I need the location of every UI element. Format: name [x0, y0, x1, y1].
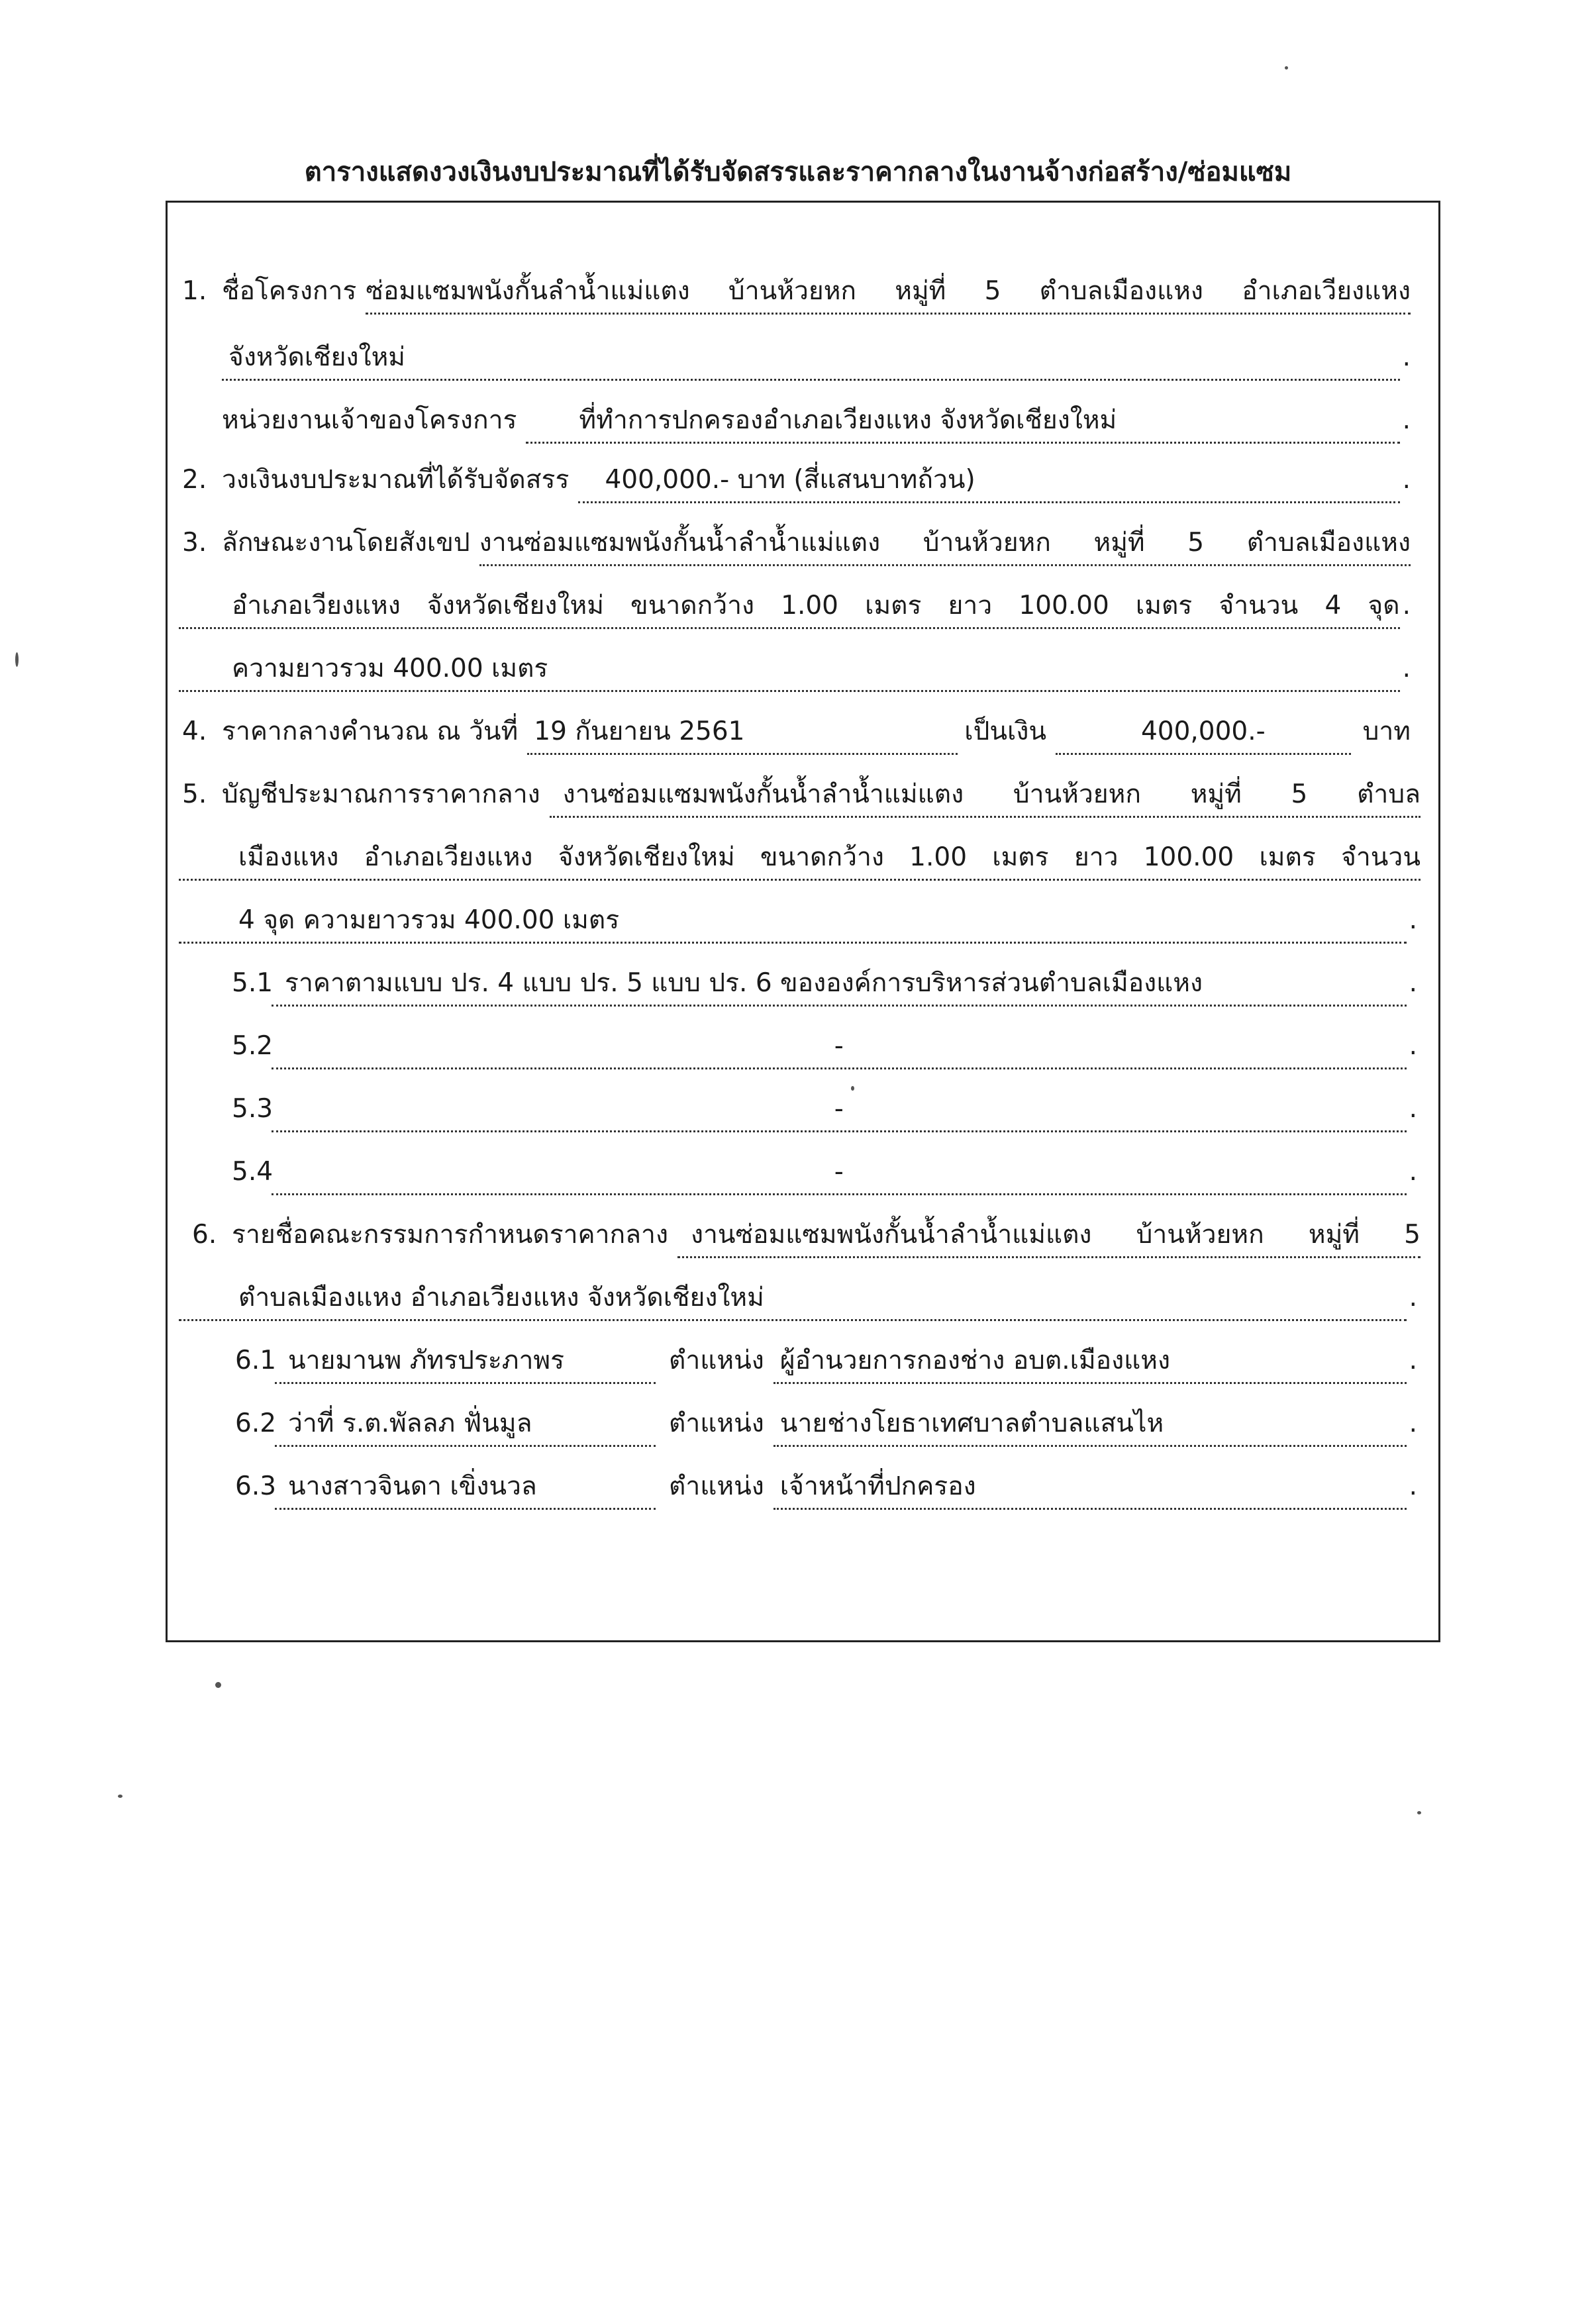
budget-value: 400,000.- บาท (สี่แสนบาทถ้วน) [578, 460, 1399, 503]
item-2-number: 2. [182, 465, 207, 495]
item-1-owner-row [222, 401, 1411, 444]
item-1-label: ชื่อโครงการ [222, 276, 357, 306]
item-5-number: 5. [182, 779, 207, 809]
item-4-row [182, 712, 1411, 755]
item-1-number: 1. [182, 276, 207, 306]
line-end-dot: . [1402, 342, 1411, 372]
sub-5-1-number: 5.1 [232, 968, 274, 998]
project-name-line2: จังหวัดเชียงใหม่ [222, 338, 1400, 381]
sub-5-1-row [232, 964, 1417, 1007]
member-6-3-number: 6.3 [235, 1471, 277, 1501]
work-desc-line3: ความยาวรวม 400.00 เมตร [179, 649, 1400, 692]
calc-date: 19 กันยายน 2561 [527, 712, 958, 755]
work-desc-line1: งานซ่อมแซมพนังกั้นน้ำลำน้ำแม่แตง บ้านห้วยหก หมู่ที่ 5 ตำบลเมืองแหง [479, 523, 1411, 566]
member-6-1-row [235, 1341, 1417, 1384]
sub-5-2-text: - [272, 1026, 1407, 1069]
sub-5-4-number: 5.4 [232, 1157, 274, 1187]
line-end-dot: . [1409, 1031, 1417, 1061]
scan-speck [118, 1795, 123, 1798]
sub-5-1-text: ราคาตามแบบ ปร. 4 แบบ ปร. 5 แบบ ปร. 6 ขององค์การบริหารส่วนตำบลเมืองแหง [272, 964, 1407, 1007]
member-6-3-position-label: ตำแหน่ง [669, 1471, 764, 1501]
scan-speck [15, 652, 19, 667]
item-5-row1 [182, 775, 1421, 818]
item-6-row2 [179, 1278, 1417, 1321]
line-end-dot: . [1409, 1283, 1417, 1312]
item-3-row2 [179, 586, 1411, 629]
committee-work-line1: งานซ่อมแซมพนังกั้นน้ำลำน้ำแม่แตง บ้านห้วยหก หมู่ที่ 5 [677, 1215, 1421, 1258]
sub-5-4-text: - [272, 1152, 1407, 1195]
sub-5-4-row [232, 1152, 1417, 1195]
line-end-dot: . [1409, 968, 1417, 998]
item-2-row [182, 460, 1411, 503]
work-desc-line2: อำเภอเวียงแหง จังหวัดเชียงใหม่ ขนาดกว้าง 1.00 เมตร ยาว 100.00 เมตร จำนวน 4 จุด [179, 586, 1400, 629]
item-3-row1 [182, 523, 1411, 566]
line-end-dot: . [1402, 654, 1411, 683]
item-4-label: ราคากลางคำนวณ ณ วันที่ [222, 717, 519, 746]
item-1-row2 [222, 338, 1411, 381]
member-6-2-row [235, 1404, 1417, 1447]
sub-5-2-row [232, 1026, 1417, 1069]
member-6-1-position-label: ตำแหน่ง [669, 1346, 764, 1375]
item-5-row2 [179, 838, 1421, 881]
sub-5-3-row [232, 1089, 1417, 1132]
sub-5-3-text: - [272, 1089, 1407, 1132]
line-end-dot: . [1402, 405, 1411, 435]
member-6-1-name: นายมานพ ภัทรประภาพร [275, 1341, 656, 1384]
scan-speck [215, 1682, 221, 1688]
member-6-1-position: ผู้อำนวยการกองช่าง อบต.เมืองแหง [773, 1341, 1407, 1384]
item-5-label: บัญชีประมาณการราคากลาง [222, 779, 540, 809]
line-end-dot: . [1409, 1409, 1417, 1438]
amount-label: เป็นเงิน [964, 717, 1047, 746]
item-3-row3 [179, 649, 1411, 692]
member-6-1-number: 6.1 [235, 1346, 277, 1375]
price-list-line1: งานซ่อมแซมพนังกั้นน้ำลำน้ำแม่แตง บ้านห้วยหก หมู่ที่ 5 ตำบล [550, 775, 1421, 818]
owner-label: หน่วยงานเจ้าของโครงการ [222, 405, 517, 435]
member-6-3-name: นางสาวจินดา เขิ่งนวล [275, 1467, 656, 1510]
project-name-line1: ซ่อมแซมพนังกั้นลำน้ำแม่แตง บ้านห้วยหก หมู่ที่ 5 ตำบลเมืองแหง อำเภอเวียงแหง [366, 272, 1411, 315]
line-end-dot: . [1409, 1094, 1417, 1124]
sub-5-3-number: 5.3 [232, 1094, 274, 1124]
document-title: ตารางแสดงวงเงินงบประมาณที่ได้รับจัดสรรและราคากลางในงานจ้างก่อสร้าง/ซ่อมแซม [304, 157, 1292, 187]
scan-speck [1417, 1811, 1421, 1814]
item-6-row1 [192, 1215, 1421, 1258]
committee-work-line2: ตำบลเมืองแหง อำเภอเวียงแหง จังหวัดเชียงใหม่ [179, 1278, 1407, 1321]
sub-5-2-number: 5.2 [232, 1031, 274, 1061]
line-end-dot: . [1402, 465, 1411, 495]
scan-speck [851, 1086, 854, 1091]
line-end-dot: . [1409, 1346, 1417, 1375]
price-list-line2: เมืองแหง อำเภอเวียงแหง จังหวัดเชียงใหม่ ขนาดกว้าง 1.00 เมตร ยาว 100.00 เมตร จำนวน [179, 838, 1421, 881]
line-end-dot: . [1409, 1157, 1417, 1187]
member-6-3-position: เจ้าหน้าที่ปกครอง [773, 1467, 1407, 1510]
member-6-2-name: ว่าที่ ร.ต.พัลลภ ฟั่นมูล [275, 1404, 656, 1447]
item-3-label: ลักษณะงานโดยสังเขป [222, 528, 470, 558]
item-3-number: 3. [182, 528, 207, 558]
item-6-label: รายชื่อคณะกรรมการกำหนดราคากลาง [232, 1220, 668, 1250]
member-6-2-position-label: ตำแหน่ง [669, 1409, 764, 1438]
item-6-number: 6. [192, 1220, 217, 1250]
member-6-3-row [235, 1467, 1417, 1510]
item-5-row3 [179, 901, 1417, 944]
line-end-dot: . [1402, 591, 1411, 620]
line-end-dot: . [1409, 1471, 1417, 1501]
amount-unit: บาท [1362, 717, 1411, 746]
member-6-2-position: นายช่างโยธาเทศบาลตำบลแสนไห [773, 1404, 1407, 1447]
scan-speck [1285, 66, 1288, 70]
calc-amount: 400,000.- [1056, 712, 1351, 755]
line-end-dot: . [1409, 905, 1417, 935]
item-1-row1 [182, 272, 1411, 315]
owner-value: ที่ทำการปกครองอำเภอเวียงแหง จังหวัดเชียงใหม่ [526, 401, 1399, 444]
member-6-2-number: 6.2 [235, 1409, 277, 1438]
item-4-number: 4. [182, 717, 207, 746]
item-2-label: วงเงินงบประมาณที่ได้รับจัดสรร [222, 465, 570, 495]
price-list-line3: 4 จุด ความยาวรวม 400.00 เมตร [179, 901, 1407, 944]
